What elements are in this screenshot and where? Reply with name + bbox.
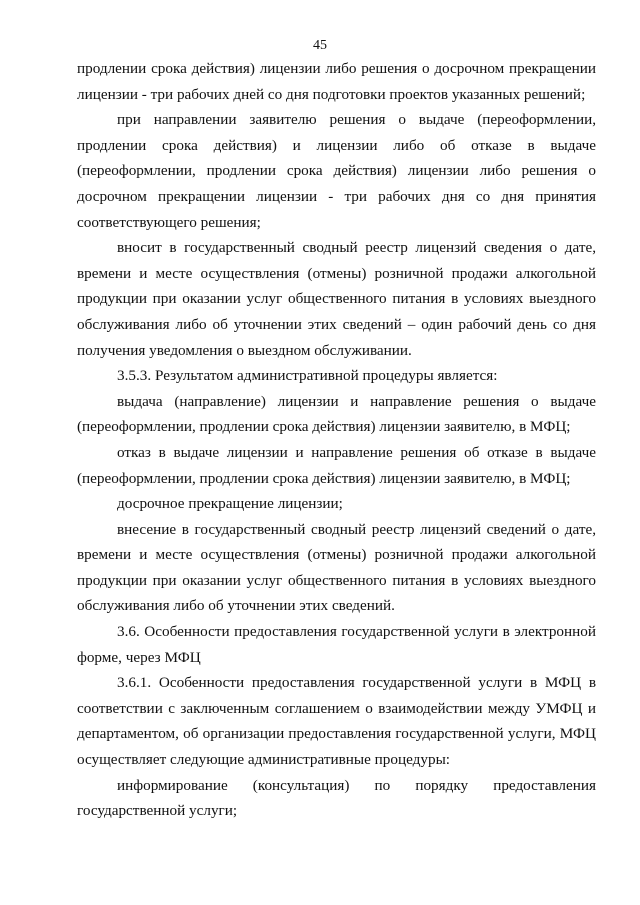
page-number: 45	[313, 38, 327, 53]
paragraph-2: при направлении заявителю решения о выдаче (переоформлении, продлении срока действия) и лицензии либо об отказе в выдаче (переоформлении, продлении срока действия) лицензии либо решения о досрочном прекращении лицензии - три рабочих дня со дня принятия соответствующего решения;	[77, 111, 596, 231]
paragraph-3: вносит в государственный сводный реестр лицензий сведения о дате, времени и месте осуществления (отмены) розничной продажи алкогольной продукции при оказании услуг общественного питания в условиях выездного обслуживания либо об уточнении этих сведений – один рабочий день со дня получения уведомления о выездном обслуживании.	[77, 239, 596, 359]
document-body	[77, 56, 596, 824]
paragraph-7: досрочное прекращение лицензии;	[117, 495, 343, 513]
paragraph-6: отказ в выдаче лицензии и направление решения об отказе в выдаче (переоформлении, продлении срока действия) лицензии заявителю, в МФЦ;	[77, 443, 596, 487]
paragraph-9: 3.6. Особенности предоставления государственной услуги в электронной форме, через МФЦ	[77, 623, 596, 666]
paragraph-11: информирование (консультация) по порядку предоставления государственной услуги;	[77, 776, 596, 820]
paragraph-8: внесение в государственный сводный реестр лицензий сведений о дате, времени и месте осуществления (отмены) розничной продажи алкогольной продукции при оказании услуг общественного питания в условиях выездного обслуживания либо об уточнении этих сведений.	[77, 520, 596, 615]
paragraph-10: 3.6.1. Особенности предоставления государственной услуги в МФЦ в соответствии с заключенным соглашением о взаимодействии между УМФЦ и департаментом, об организации предоставления государственной услуги, МФЦ осуществляет следующие административные процедуры:	[77, 674, 596, 769]
paragraph-5: выдача (направление) лицензии и направление решения о выдаче (переоформлении, продлении срока действия) лицензии заявителю, в МФЦ;	[77, 392, 596, 436]
paragraph-1: продлении срока действия) лицензии либо решения о досрочном прекращении лицензии - три рабочих дней со дня подготовки проектов указанных решений;	[77, 60, 596, 103]
paragraph-4: 3.5.3. Результатом административной процедуры является:	[117, 367, 498, 385]
